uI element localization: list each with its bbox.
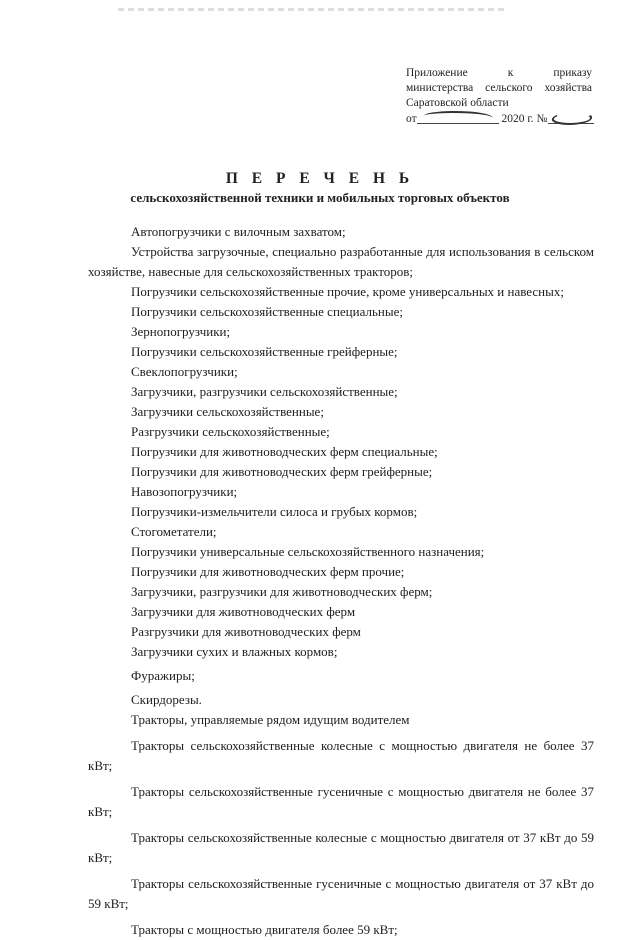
list-item: Погрузчики сельскохозяйственные грейферные; <box>131 344 398 359</box>
list-item: Загрузчики для животноводческих ферм <box>131 604 356 619</box>
list-item: Навозопогрузчики; <box>131 484 238 499</box>
list-item: Скирдорезы. <box>131 692 202 707</box>
appendix-date-line <box>406 111 592 127</box>
list-item: Погрузчики для животноводческих ферм прочие; <box>131 564 405 579</box>
list-item: Погрузчики для животноводческих ферм грейферные; <box>131 464 433 479</box>
list-item: Тракторы сельскохозяйственные колесные с мощностью двигателя не более 37 кВт; <box>88 738 594 773</box>
list-item: Загрузчики, разгрузчики сельскохозяйственные; <box>131 384 398 399</box>
list-item: Погрузчики сельскохозяйственные прочие, кроме универсальных и навесных; <box>131 284 564 299</box>
appendix-block <box>406 66 592 127</box>
list-item: Загрузчики сухих и влажных кормов; <box>131 644 338 659</box>
list-item: Погрузчики универсальные сельскохозяйственного назначения; <box>131 544 485 559</box>
list-item: Свеклопогрузчики; <box>131 364 238 379</box>
document-title: П Е Р Е Ч Е Н Ь <box>225 170 415 187</box>
list-item: Зернопогрузчики; <box>131 324 231 339</box>
appendix-line-2: министерства сельского хозяйства <box>406 82 592 94</box>
handwritten-date-signature <box>417 111 499 124</box>
list-item: Тракторы, управляемые рядом идущим водителем <box>131 712 410 727</box>
list-item: Тракторы сельскохозяйственные гусеничные с мощностью двигателя от 37 кВт до 59 кВт; <box>88 876 594 911</box>
date-suffix: 2020 г. № <box>501 113 548 125</box>
handwritten-number-signature <box>548 111 594 124</box>
scan-artifact <box>118 8 508 11</box>
list-item: Разгрузчики сельскохозяйственные; <box>131 424 330 439</box>
list-body <box>88 222 594 940</box>
list-item: Погрузчики-измельчители силоса и грубых кормов; <box>131 504 418 519</box>
list-item: Погрузчики для животноводческих ферм специальные; <box>131 444 438 459</box>
date-prefix: от <box>406 113 417 125</box>
list-item: Тракторы с мощностью двигателя более 59 кВт; <box>131 922 398 937</box>
document-subtitle: сельскохозяйственной техники и мобильных торговых объектов <box>130 190 510 205</box>
list-item: Тракторы сельскохозяйственные гусеничные с мощностью двигателя не более 37 кВт; <box>88 784 594 819</box>
list-item: Стогометатели; <box>131 524 217 539</box>
list-item: Устройства загрузочные, специально разработанные для использования в сельском хозяйстве, навесные для сельскохозяйственных тракторов; <box>88 244 594 279</box>
list-item: Автопогрузчики с вилочным захватом; <box>131 224 346 239</box>
list-item: Разгрузчики для животноводческих ферм <box>131 624 361 639</box>
appendix-line-3: Саратовской области <box>406 97 509 109</box>
list-item: Погрузчики сельскохозяйственные специальные; <box>131 304 403 319</box>
list-item: Загрузчики сельскохозяйственные; <box>131 404 324 419</box>
list-item: Фуражиры; <box>131 668 195 683</box>
appendix-line-1: Приложение к приказу <box>406 67 592 79</box>
list-item: Загрузчики, разгрузчики для животноводческих ферм; <box>131 584 433 599</box>
list-item: Тракторы сельскохозяйственные колесные с мощностью двигателя от 37 кВт до 59 кВт; <box>88 830 594 865</box>
